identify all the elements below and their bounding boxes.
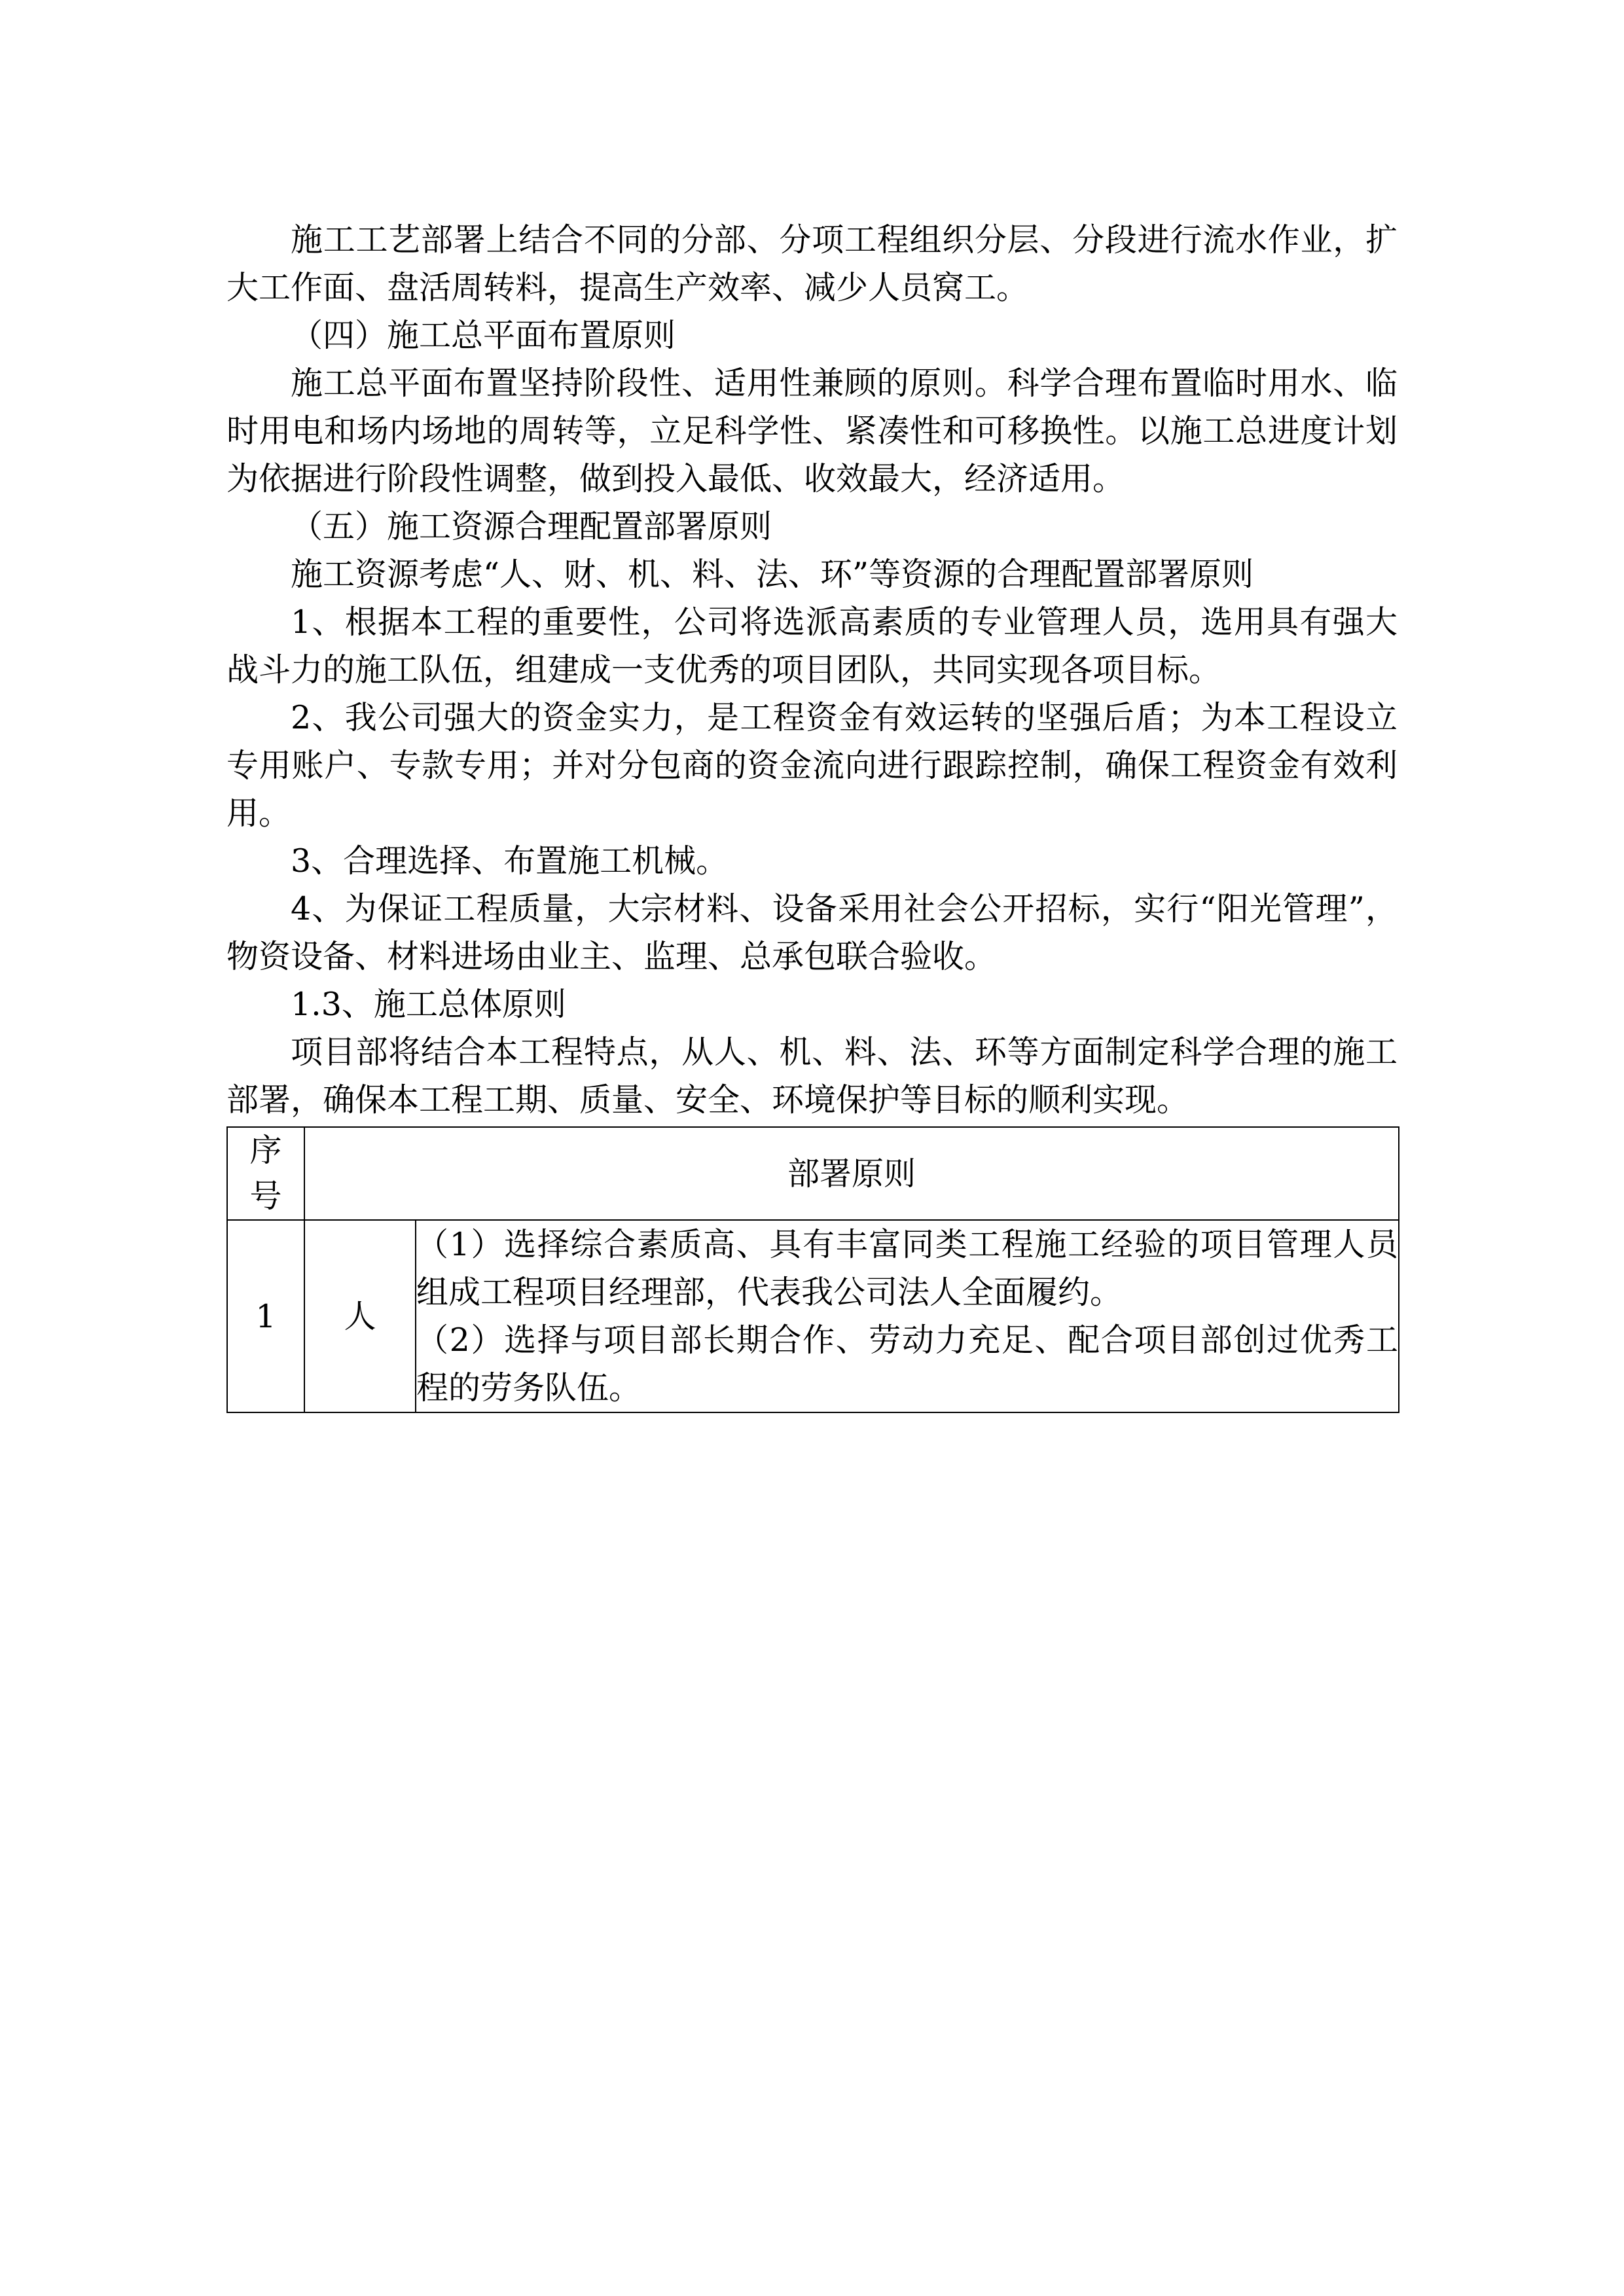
table-header-sequence-number: [227, 1127, 304, 1220]
table-header-row: [227, 1127, 1399, 1220]
table-row: [227, 1220, 1399, 1412]
paragraph-section-five-body: 施工资源考虑“人、财、机、料、法、环”等资源的合理配置部署原则: [291, 556, 1254, 593]
paragraph-item-2: 2、我公司强大的资金实力，是工程资金有效运转的坚强后盾；为本工程设立专用账户、专款专用；并对分包商的资金流向进行跟踪控制，确保工程资金有效利用。: [226, 699, 1398, 832]
row-category: 人: [304, 1220, 416, 1412]
table-header-deployment-principle: 部署原则: [304, 1127, 1399, 1220]
heading-section-1-3: 1.3、施工总体原则: [291, 986, 566, 1023]
paragraph-item-3: 3、合理选择、布置施工机械。: [291, 842, 729, 880]
row-content: [416, 1220, 1399, 1412]
row-content-line-2: （2）选择与项目部长期合作、劳动力充足、配合项目部创过优秀工程的劳务队伍。: [416, 1321, 1399, 1407]
header-seq-char-2: 号: [249, 1177, 282, 1215]
paragraph-item-1: 1、根据本工程的重要性，公司将选派高素质的专业管理人员，选用具有强大战斗力的施工队伍，组建成一支优秀的项目团队，共同实现各项目标。: [226, 603, 1398, 689]
paragraph-item-4: 4、为保证工程质量，大宗材料、设备采用社会公开招标，实行“阳光管理”，物资设备、材料进场由业主、监理、总承包联合验收。: [226, 890, 1398, 975]
row-content-line-1: （1）选择综合素质高、具有丰富同类工程施工经验的项目管理人员组成工程项目经理部，代表我公司法人全面履约。: [416, 1226, 1399, 1311]
paragraph-construction-process: 施工工艺部署上结合不同的分部、分项工程组织分层、分段进行流水作业，扩大工作面、盘活周转料，提高生产效率、减少人员窝工。: [226, 221, 1398, 306]
paragraph-section-1-3-body: 项目部将结合本工程特点，从人、机、料、法、环等方面制定科学合理的施工部署，确保本工程工期、质量、安全、环境保护等目标的顺利实现。: [226, 1033, 1398, 1119]
heading-section-four: （四）施工总平面布置原则: [291, 317, 676, 354]
heading-section-five: （五）施工资源合理配置部署原则: [291, 508, 772, 545]
row-sequence-number: 1: [227, 1220, 304, 1412]
deployment-principles-table: [226, 1126, 1399, 1413]
header-seq-char-1: 序: [249, 1132, 282, 1169]
paragraph-section-four-body: 施工总平面布置坚持阶段性、适用性兼顾的原则。科学合理布置临时用水、临时用电和场内场地的周转等，立足科学性、紧凑性和可移换性。以施工总进度计划为依据进行阶段性调整，做到投入最低、收效最大，经济适用。: [226, 365, 1398, 497]
